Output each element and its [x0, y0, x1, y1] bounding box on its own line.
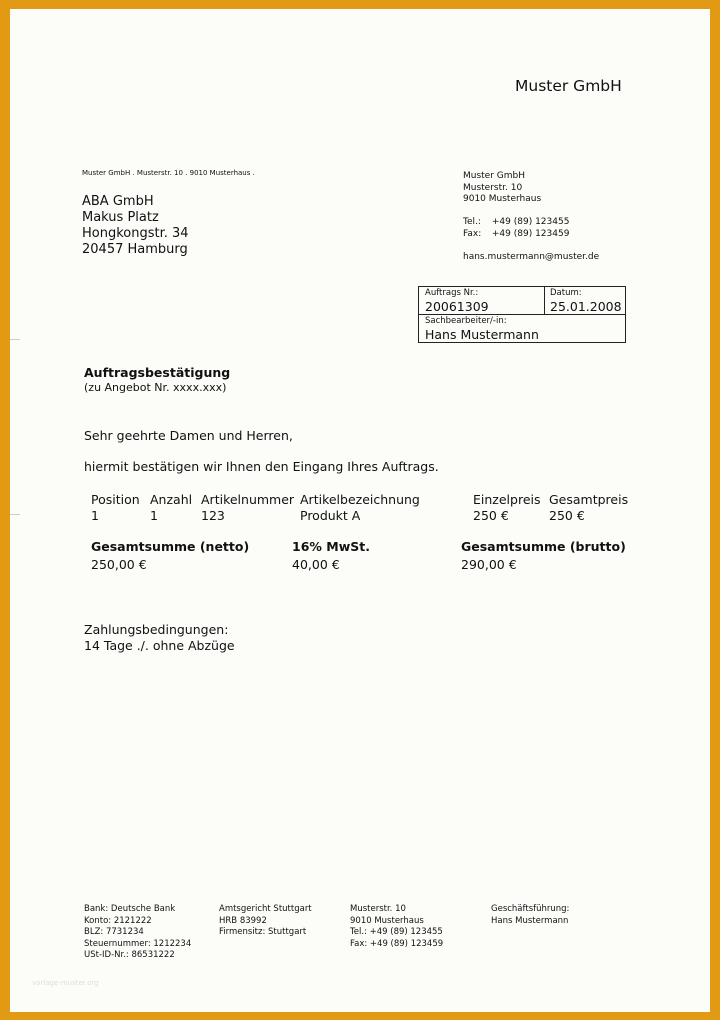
document-subtitle: (zu Angebot Nr. xxxx.xxx) — [84, 381, 227, 394]
footer-line: 9010 Musterhaus — [350, 915, 424, 926]
sender-fax — [463, 229, 599, 241]
punch-mark — [10, 514, 20, 515]
clerk-value: Hans Mustermann — [425, 327, 539, 342]
sender-email: hans.mustermann@muster.de — [463, 251, 600, 262]
footer-line: Bank: Deutsche Bank — [84, 904, 176, 914]
footer-line: Steuernummer: 1212234 — [84, 938, 192, 949]
document-title: Auftragsbestätigung — [84, 365, 231, 380]
sender-contact-block — [463, 171, 599, 263]
table-cell-quantity: 1 — [150, 508, 158, 523]
footer-bank-details — [84, 904, 191, 962]
footer-line: Konto: 2121222 — [84, 915, 152, 926]
vat-value: 40,00 € — [292, 557, 340, 572]
salutation: Sehr geehrte Damen und Herren, — [84, 428, 293, 443]
recipient-line: ABA GmbH — [82, 194, 154, 209]
sender-phone — [463, 217, 599, 229]
column-header-article-number: Artikelnummer — [201, 492, 295, 507]
fax-label: Fax: — [463, 228, 482, 239]
payment-terms-value: 14 Tage ./. ohne Abzüge — [84, 638, 235, 653]
intro-text: hiermit bestätigen wir Ihnen den Eingang Ihres Auftrags. — [84, 459, 439, 474]
footer-management — [491, 904, 569, 927]
footer-line: Tel.: +49 (89) 123455 — [350, 927, 443, 937]
footer-address — [350, 904, 443, 950]
fold-mark — [10, 339, 20, 340]
phone-value: +49 (89) 123455 — [491, 217, 570, 227]
sender-name: Muster GmbH — [463, 171, 526, 181]
footer-line: Geschäftsführung: — [491, 904, 570, 914]
column-header-quantity: Anzahl — [150, 492, 193, 507]
footer-court-details — [219, 904, 312, 939]
footer-line: Musterstr. 10 — [350, 904, 406, 914]
payment-terms-label: Zahlungsbedingungen: — [84, 622, 229, 637]
table-cell-article-number: 123 — [201, 508, 225, 523]
vat-label: 16% MwSt. — [292, 539, 370, 554]
footer-line: USt-ID-Nr.: 86531222 — [84, 950, 175, 960]
letter-page — [10, 9, 710, 1012]
recipient-line: Hongkongstr. 34 — [82, 226, 189, 241]
footer-line: Firmensitz: Stuttgart — [219, 927, 307, 937]
table-cell-total-price: 250 € — [549, 508, 585, 523]
recipient-line: Makus Platz — [82, 210, 159, 225]
footer-line: Fax: +49 (89) 123459 — [350, 938, 444, 949]
date-label: Datum: — [550, 288, 582, 298]
watermark: vorlage-muster.org — [32, 979, 99, 987]
fax-value: +49 (89) 123459 — [491, 228, 570, 239]
table-cell-position: 1 — [91, 508, 99, 523]
footer-line: HRB 83992 — [219, 915, 267, 926]
clerk-label: Sachbearbeiter/-in: — [425, 316, 507, 326]
column-header-position: Position — [91, 492, 140, 507]
footer-line: Hans Mustermann — [491, 915, 569, 926]
column-header-unit-price: Einzelpreis — [473, 492, 541, 507]
net-total-label: Gesamtsumme (netto) — [91, 539, 250, 554]
phone-label: Tel.: — [463, 217, 481, 227]
gross-total-label: Gesamtsumme (brutto) — [461, 539, 626, 554]
net-total-value: 250,00 € — [91, 557, 147, 572]
date-value: 25.01.2008 — [550, 299, 622, 314]
order-info-box — [418, 286, 626, 343]
sender-street: Musterstr. 10 — [463, 182, 523, 193]
company-header: Muster GmbH — [515, 77, 622, 95]
footer-line: Amtsgericht Stuttgart — [219, 904, 312, 914]
order-number-value: 20061309 — [425, 299, 489, 314]
gross-total-value: 290,00 € — [461, 557, 517, 572]
column-header-article-name: Artikelbezeichnung — [300, 492, 420, 507]
sender-city: 9010 Musterhaus — [463, 194, 542, 204]
column-header-total-price: Gesamtpreis — [549, 492, 629, 507]
order-number-label: Auftrags Nr.: — [425, 288, 479, 298]
table-cell-article-name: Produkt A — [300, 508, 361, 523]
payment-terms — [84, 622, 235, 654]
footer-line: BLZ: 7731234 — [84, 927, 144, 937]
table-cell-unit-price: 250 € — [473, 508, 509, 523]
recipient-address — [82, 194, 189, 258]
sender-return-line: Muster GmbH . Musterstr. 10 . 9010 Musterhaus . — [82, 169, 255, 177]
recipient-line: 20457 Hamburg — [82, 242, 188, 257]
